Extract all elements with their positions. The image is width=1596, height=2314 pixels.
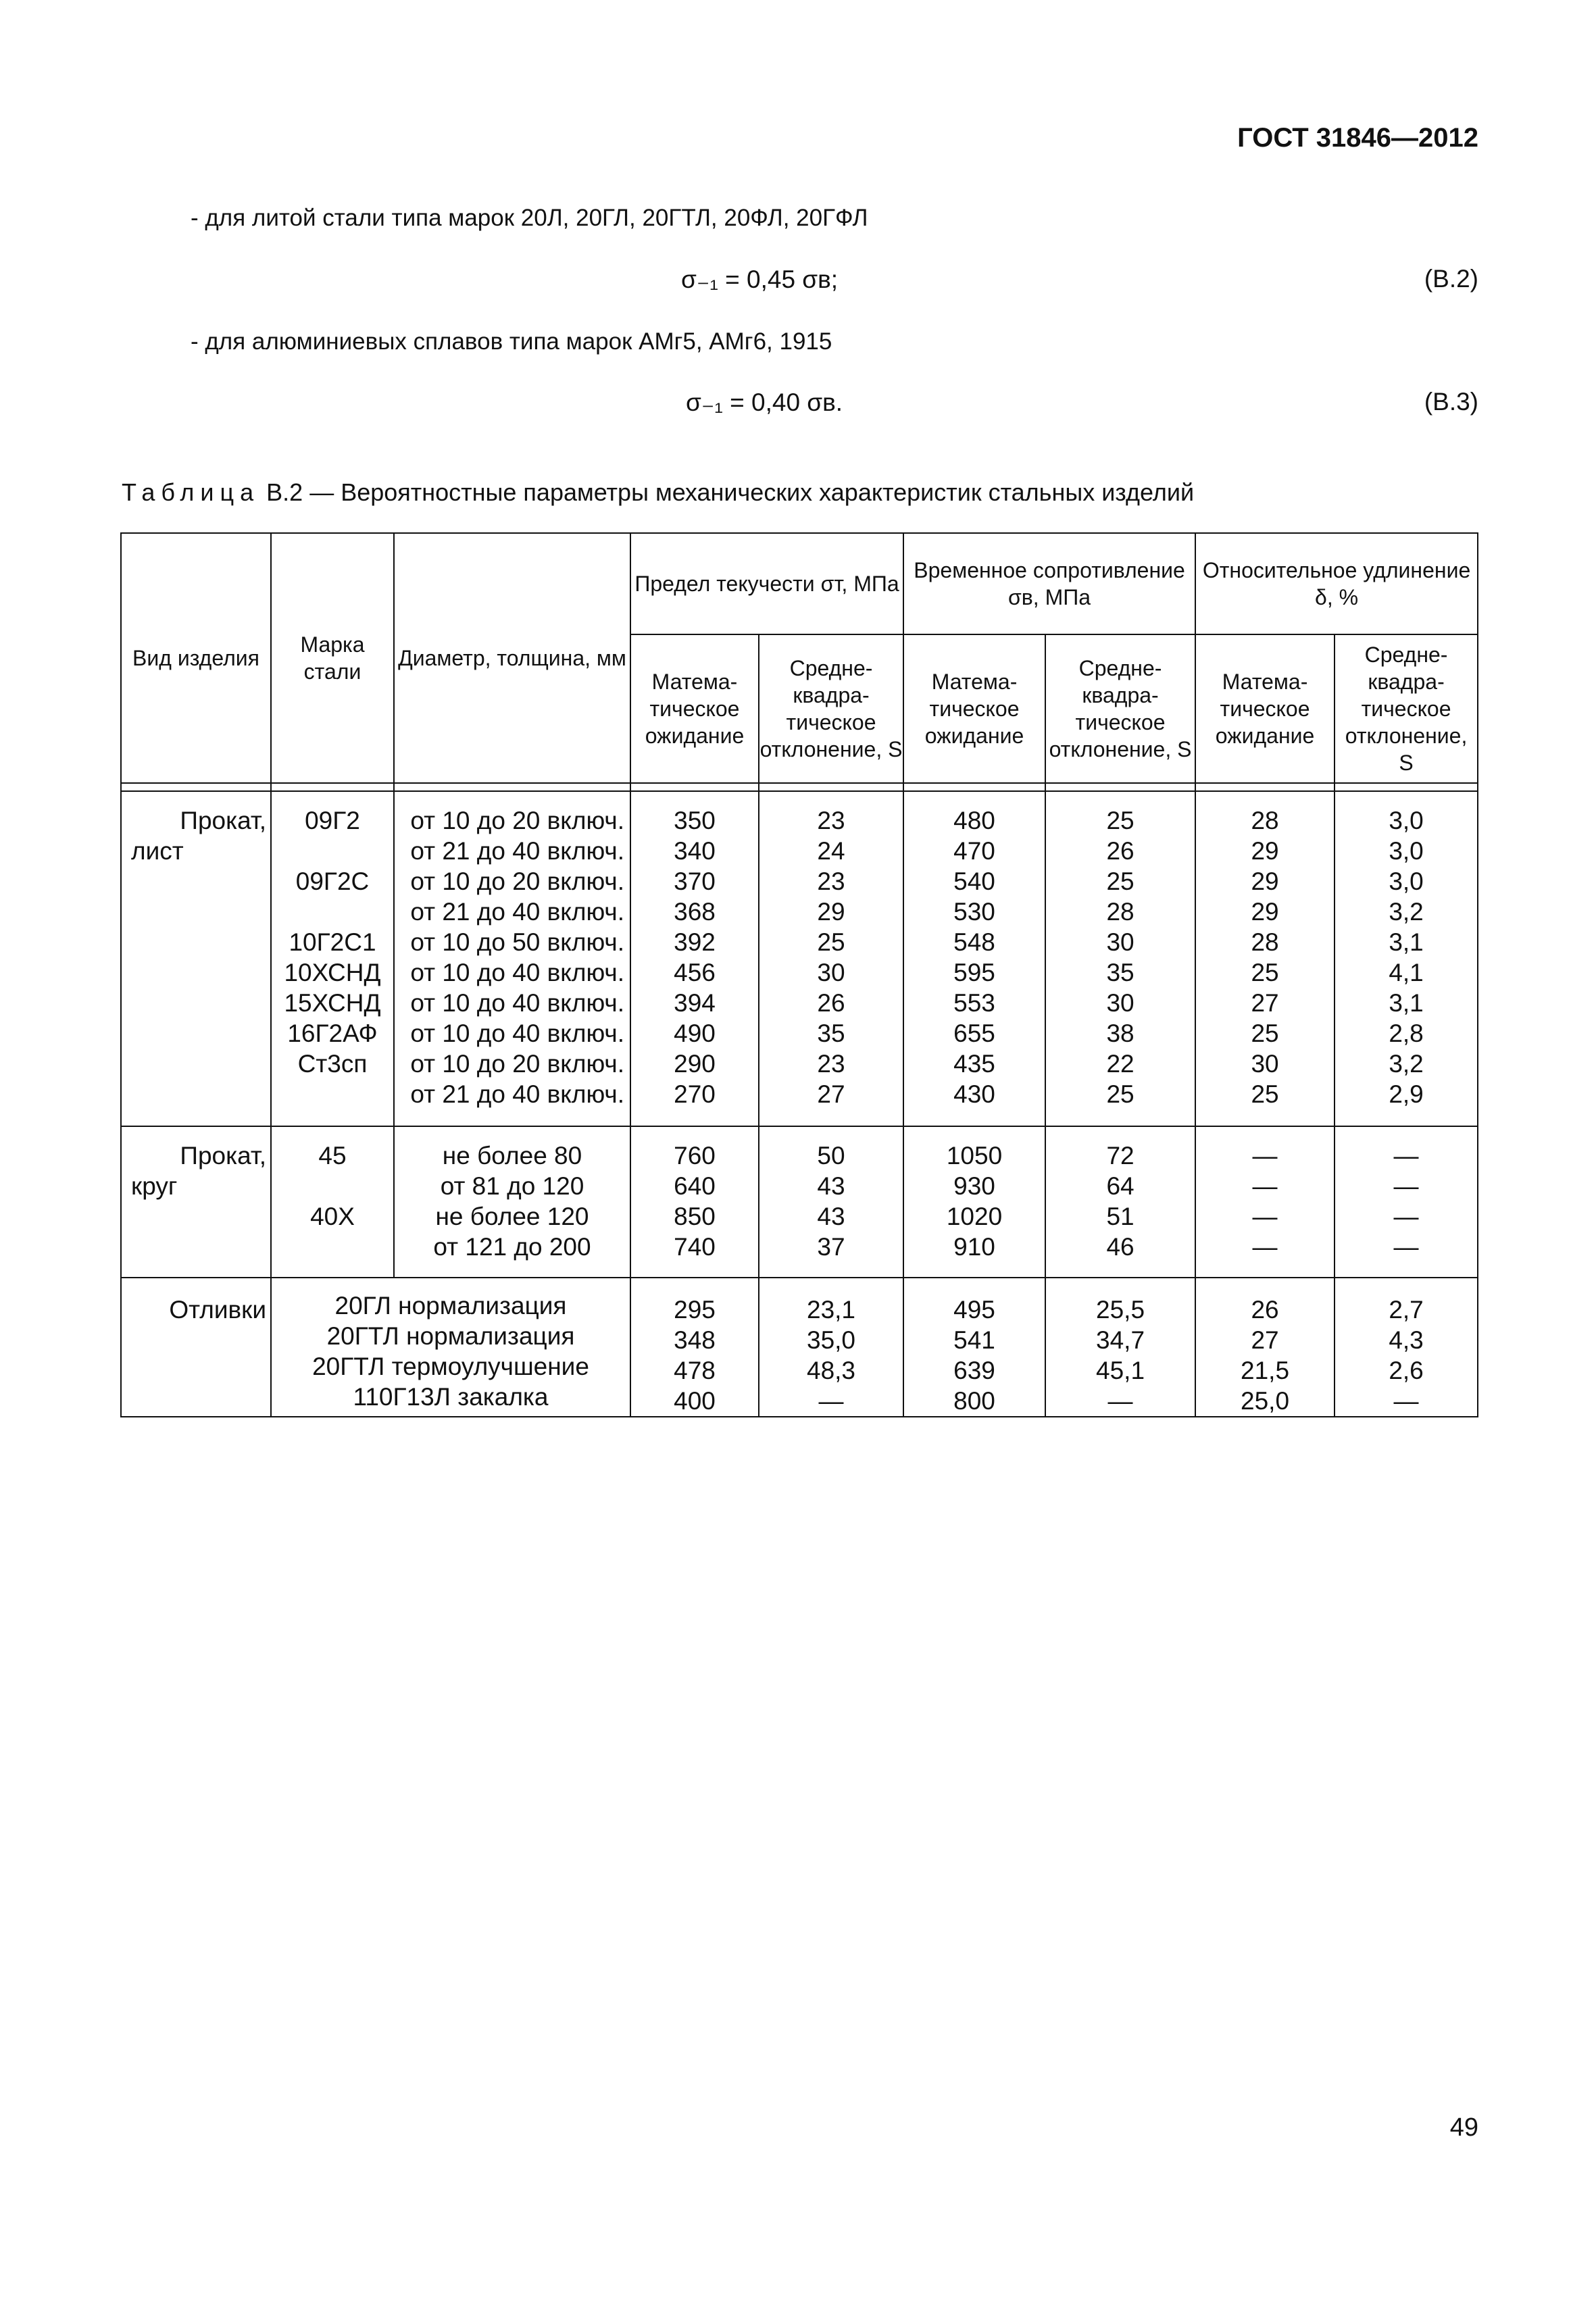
yield-mean-cell: 295 xyxy=(674,1296,716,1324)
grade-cell xyxy=(272,836,393,866)
elongation-std-cell: 2,9 xyxy=(1389,1080,1424,1108)
diameter-cell: от 10 до 20 включ. xyxy=(410,807,624,834)
grade-cell xyxy=(272,897,393,927)
grade-cell xyxy=(272,1171,393,1201)
yield-std-cell: 23,1 xyxy=(807,1296,856,1324)
yield-mean-cell: 340 xyxy=(674,837,716,865)
tensile-std-cell: 22 xyxy=(1106,1050,1134,1078)
elongation-std-cell: 3,0 xyxy=(1389,807,1424,834)
parameters-table xyxy=(120,532,1477,1415)
elongation-mean-cell: 29 xyxy=(1251,867,1279,895)
header-yield-mean: Матема-тическое ожидание xyxy=(630,634,759,783)
formula-b3: σ₋₁ = 0,40 σв. xyxy=(686,388,843,416)
elongation-mean-cell: — xyxy=(1252,1203,1278,1230)
grade-cell: 10Г2С1 xyxy=(289,928,376,956)
tensile-std-cell: 25,5 xyxy=(1096,1296,1145,1324)
diameter-cell: от 10 до 50 включ. xyxy=(410,928,624,956)
yield-mean-cell: 850 xyxy=(674,1203,716,1230)
yield-std-cell: 43 xyxy=(817,1203,845,1230)
tensile-mean-cell: 1050 xyxy=(946,1142,1003,1169)
kind-line: лист xyxy=(131,837,184,865)
elongation-mean-cell: — xyxy=(1252,1233,1278,1261)
tensile-mean-cell: 470 xyxy=(953,837,995,865)
elongation-std-cell: 3,0 xyxy=(1389,867,1424,895)
elongation-mean-cell: — xyxy=(1252,1172,1278,1200)
diameter-cell: от 10 до 40 включ. xyxy=(410,959,624,986)
yield-mean-cell: 400 xyxy=(674,1387,716,1415)
grade-cell: 09Г2 xyxy=(305,807,360,834)
kind-line: Прокат, xyxy=(180,807,266,834)
document-header: ГОСТ 31846—2012 xyxy=(1237,123,1478,153)
elongation-std-cell: 3,0 xyxy=(1389,837,1424,865)
table-group-castings xyxy=(121,1278,1478,1417)
yield-std-cell: 48,3 xyxy=(807,1357,856,1384)
yield-std-cell: 23 xyxy=(817,807,845,834)
tensile-mean-cell: 435 xyxy=(953,1050,995,1078)
tensile-std-cell: 25 xyxy=(1106,807,1134,834)
casting-grade-cell: 20ГТЛ термоулучшение xyxy=(312,1353,589,1380)
yield-std-cell: 50 xyxy=(817,1142,845,1169)
grade-cell: 09Г2С xyxy=(295,867,370,895)
yield-std-cell: — xyxy=(818,1387,844,1415)
grade-cell: 10ХСНД xyxy=(284,959,381,986)
tensile-mean-cell: 655 xyxy=(953,1020,995,1047)
yield-mean-cell: 270 xyxy=(674,1080,716,1108)
header-grade: Марка стали xyxy=(271,533,394,783)
kind-line: Прокат, xyxy=(180,1142,266,1169)
elongation-mean-cell: 25 xyxy=(1251,1080,1279,1108)
tensile-std-cell: 28 xyxy=(1106,898,1134,926)
yield-std-cell: 23 xyxy=(817,867,845,895)
tensile-mean-cell: 548 xyxy=(953,928,995,956)
elongation-mean-cell: — xyxy=(1252,1142,1278,1169)
yield-mean-cell: 490 xyxy=(674,1020,716,1047)
elongation-mean-cell: 25 xyxy=(1251,959,1279,986)
elongation-std-cell: — xyxy=(1393,1203,1419,1230)
elongation-std-cell: 4,3 xyxy=(1389,1326,1424,1354)
elongation-std-cell: — xyxy=(1393,1233,1419,1261)
header-elongation-std: Средне-квадра-тическое отклонение, S xyxy=(1335,634,1478,783)
elongation-mean-cell: 25,0 xyxy=(1241,1387,1290,1415)
grade-cell xyxy=(272,1232,393,1262)
body-line-cast-steel: - для литой стали типа марок 20Л, 20ГЛ, 20ГТЛ, 20ФЛ, 20ГФЛ xyxy=(191,205,868,231)
kind-line: круг xyxy=(131,1172,178,1200)
elongation-std-cell: 2,6 xyxy=(1389,1357,1424,1384)
yield-mean-cell: 392 xyxy=(674,928,716,956)
header-tensile-mean: Матема-тическое ожидание xyxy=(903,634,1045,783)
elongation-std-cell: — xyxy=(1393,1142,1419,1169)
casting-grade-cell: 110Г13Л закалка xyxy=(353,1383,549,1411)
elongation-std-cell: — xyxy=(1393,1172,1419,1200)
grade-cell: 40Х xyxy=(310,1203,355,1230)
yield-std-cell: 37 xyxy=(817,1233,845,1261)
yield-std-cell: 25 xyxy=(817,928,845,956)
diameter-cell: не более 120 xyxy=(435,1203,589,1230)
tensile-std-cell: — xyxy=(1107,1387,1133,1415)
tensile-mean-cell: 553 xyxy=(953,989,995,1017)
yield-mean-cell: 760 xyxy=(674,1142,716,1169)
elongation-std-cell: 3,2 xyxy=(1389,1050,1424,1078)
tensile-std-cell: 30 xyxy=(1106,928,1134,956)
diameter-cell: от 10 до 40 включ. xyxy=(410,1020,624,1047)
kind-line: Отливки xyxy=(169,1296,266,1324)
tensile-std-cell: 25 xyxy=(1106,1080,1134,1108)
yield-mean-cell: 350 xyxy=(674,807,716,834)
formula-b2-number: (B.2) xyxy=(1424,265,1478,293)
tensile-mean-cell: 541 xyxy=(953,1326,995,1354)
header-kind: Вид изделия xyxy=(121,533,271,783)
yield-mean-cell: 456 xyxy=(674,959,716,986)
yield-mean-cell: 478 xyxy=(674,1357,716,1384)
grade-cell: Ст3сп xyxy=(297,1050,368,1078)
elongation-mean-cell: 26 xyxy=(1251,1296,1279,1324)
tensile-mean-cell: 530 xyxy=(953,898,995,926)
formula-b2: σ₋₁ = 0,45 σв; xyxy=(681,266,839,293)
elongation-mean-cell: 28 xyxy=(1251,928,1279,956)
diameter-cell: от 10 до 20 включ. xyxy=(410,867,624,895)
tensile-std-cell: 46 xyxy=(1106,1233,1134,1261)
elongation-mean-cell: 21,5 xyxy=(1241,1357,1290,1384)
elongation-std-cell: 3,1 xyxy=(1389,989,1424,1017)
tensile-mean-cell: 930 xyxy=(953,1172,995,1200)
elongation-mean-cell: 27 xyxy=(1251,989,1279,1017)
header-tensile: Временное сопротивление σв, МПа xyxy=(903,533,1195,634)
tensile-std-cell: 38 xyxy=(1106,1020,1134,1047)
table-group-rolled-round xyxy=(121,1126,1478,1278)
tensile-std-cell: 45,1 xyxy=(1096,1357,1145,1384)
tensile-std-cell: 25 xyxy=(1106,867,1134,895)
yield-mean-cell: 370 xyxy=(674,867,716,895)
yield-mean-cell: 394 xyxy=(674,989,716,1017)
elongation-std-cell: 2,7 xyxy=(1389,1296,1424,1324)
tensile-mean-cell: 540 xyxy=(953,867,995,895)
grade-cell: 45 xyxy=(318,1142,347,1169)
table-caption-label: Таблица xyxy=(122,478,260,506)
diameter-cell: от 81 до 120 xyxy=(440,1172,584,1200)
header-elongation-mean: Матема-тическое ожидание xyxy=(1195,634,1335,783)
header-tensile-std: Средне-квадра-тическое отклонение, S xyxy=(1045,634,1195,783)
tensile-mean-cell: 495 xyxy=(953,1296,995,1324)
yield-mean-cell: 348 xyxy=(674,1326,716,1354)
diameter-cell: от 21 до 40 включ. xyxy=(410,898,624,926)
tensile-mean-cell: 1020 xyxy=(946,1203,1003,1230)
yield-std-cell: 43 xyxy=(817,1172,845,1200)
elongation-std-cell: 3,2 xyxy=(1389,898,1424,926)
table-caption-text: В.2 — Вероятностные параметры механических характеристик стальных изделий xyxy=(259,478,1195,506)
tensile-mean-cell: 910 xyxy=(953,1233,995,1261)
elongation-mean-cell: 28 xyxy=(1251,807,1279,834)
yield-std-cell: 30 xyxy=(817,959,845,986)
header-yield-std: Средне-квадра-тическое отклонение, S xyxy=(759,634,903,783)
tensile-std-cell: 26 xyxy=(1106,837,1134,865)
tensile-std-cell: 72 xyxy=(1106,1142,1134,1169)
tensile-mean-cell: 595 xyxy=(953,959,995,986)
elongation-mean-cell: 27 xyxy=(1251,1326,1279,1354)
elongation-std-cell: 4,1 xyxy=(1389,959,1424,986)
header-diameter: Диаметр, толщина, мм xyxy=(394,533,630,783)
diameter-cell: от 21 до 40 включ. xyxy=(410,1080,624,1108)
yield-std-cell: 27 xyxy=(817,1080,845,1108)
table-group-rolled-sheet xyxy=(121,791,1478,1126)
casting-grade-cell: 20ГТЛ нормализация xyxy=(326,1322,575,1350)
diameter-cell: от 10 до 40 включ. xyxy=(410,989,624,1017)
page-number: 49 xyxy=(1449,2113,1478,2142)
yield-std-cell: 23 xyxy=(817,1050,845,1078)
elongation-std-cell: 3,1 xyxy=(1389,928,1424,956)
yield-mean-cell: 640 xyxy=(674,1172,716,1200)
table-caption xyxy=(122,478,1194,507)
elongation-mean-cell: 29 xyxy=(1251,837,1279,865)
elongation-std-cell: 2,8 xyxy=(1389,1020,1424,1047)
diameter-cell: от 121 до 200 xyxy=(433,1233,591,1261)
tensile-std-cell: 35 xyxy=(1106,959,1134,986)
yield-std-cell: 26 xyxy=(817,989,845,1017)
tensile-std-cell: 30 xyxy=(1106,989,1134,1017)
header-yield: Предел текучести σт, МПа xyxy=(630,533,903,634)
tensile-mean-cell: 639 xyxy=(953,1357,995,1384)
casting-grade-cell: 20ГЛ нормализация xyxy=(334,1292,567,1319)
body-line-aluminium: - для алюминиевых сплавов типа марок АМг5, АМг6, 1915 xyxy=(191,328,832,355)
yield-std-cell: 35 xyxy=(817,1020,845,1047)
diameter-cell: от 21 до 40 включ. xyxy=(410,837,624,865)
yield-std-cell: 29 xyxy=(817,898,845,926)
tensile-mean-cell: 430 xyxy=(953,1080,995,1108)
grade-cell: 16Г2АФ xyxy=(287,1020,378,1047)
diameter-cell: не более 80 xyxy=(442,1142,582,1169)
grade-cell xyxy=(272,1079,393,1109)
yield-std-cell: 35,0 xyxy=(807,1326,856,1354)
tensile-std-cell: 34,7 xyxy=(1096,1326,1145,1354)
yield-std-cell: 24 xyxy=(817,837,845,865)
diameter-cell: от 10 до 20 включ. xyxy=(410,1050,624,1078)
yield-mean-cell: 368 xyxy=(674,898,716,926)
tensile-std-cell: 51 xyxy=(1106,1203,1134,1230)
elongation-mean-cell: 25 xyxy=(1251,1020,1279,1047)
tensile-std-cell: 64 xyxy=(1106,1172,1134,1200)
grade-cell: 15ХСНД xyxy=(284,989,381,1017)
elongation-mean-cell: 30 xyxy=(1251,1050,1279,1078)
yield-mean-cell: 290 xyxy=(674,1050,716,1078)
elongation-std-cell: — xyxy=(1393,1387,1419,1415)
header-elongation: Относительное удлинение δ, % xyxy=(1195,533,1478,634)
formula-b3-number: (B.3) xyxy=(1424,388,1478,416)
tensile-mean-cell: 800 xyxy=(953,1387,995,1415)
yield-mean-cell: 740 xyxy=(674,1233,716,1261)
tensile-mean-cell: 480 xyxy=(953,807,995,834)
elongation-mean-cell: 29 xyxy=(1251,898,1279,926)
